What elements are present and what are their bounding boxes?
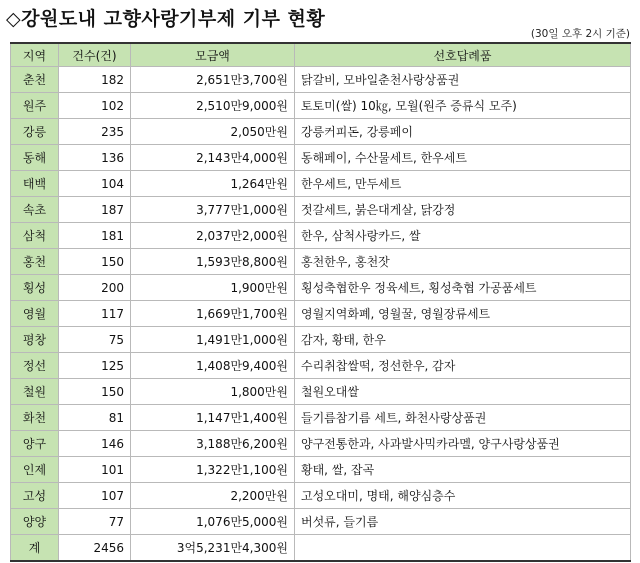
gift-cell: 한우, 삼척사랑카드, 쌀 xyxy=(295,223,631,249)
timestamp-note: (30일 오후 2시 기준) xyxy=(530,28,630,40)
count-cell: 187 xyxy=(59,197,131,223)
table-row xyxy=(11,379,631,405)
region-cell: 영월 xyxy=(11,301,59,327)
amount-cell: 3,188만6,200원 xyxy=(131,431,295,457)
gift-cell: 수리취찹쌀떡, 정선한우, 감자 xyxy=(295,353,631,379)
table-body xyxy=(11,67,631,562)
region-cell: 양양 xyxy=(11,509,59,535)
region-cell: 고성 xyxy=(11,483,59,509)
region-cell: 춘천 xyxy=(11,67,59,93)
region-cell: 평창 xyxy=(11,327,59,353)
gift-cell: 버섯류, 들기름 xyxy=(295,509,631,535)
table-row xyxy=(11,509,631,535)
amount-cell: 1,900만원 xyxy=(131,275,295,301)
table-row xyxy=(11,171,631,197)
region-cell: 계 xyxy=(11,535,59,562)
amount-cell: 3,777만1,000원 xyxy=(131,197,295,223)
column-header-region: 지역 xyxy=(11,43,59,67)
count-cell: 150 xyxy=(59,379,131,405)
table-row xyxy=(11,249,631,275)
donation-table xyxy=(10,42,631,562)
gift-cell: 황태, 쌀, 잡곡 xyxy=(295,457,631,483)
count-cell: 150 xyxy=(59,249,131,275)
count-cell: 75 xyxy=(59,327,131,353)
gift-cell: 젓갈세트, 붉은대게살, 닭강정 xyxy=(295,197,631,223)
count-cell: 102 xyxy=(59,93,131,119)
region-cell: 정선 xyxy=(11,353,59,379)
count-cell: 181 xyxy=(59,223,131,249)
gift-cell: 양구전통한과, 사과발사믹카라멜, 양구사랑상품권 xyxy=(295,431,631,457)
table-row xyxy=(11,327,631,353)
amount-cell: 1,076만5,000원 xyxy=(131,509,295,535)
amount-cell: 3억5,231만4,300원 xyxy=(131,535,295,562)
count-cell: 107 xyxy=(59,483,131,509)
amount-cell: 2,037만2,000원 xyxy=(131,223,295,249)
gift-cell: 고성오대미, 명태, 해양심층수 xyxy=(295,483,631,509)
amount-cell: 1,147만1,400원 xyxy=(131,405,295,431)
table-row xyxy=(11,275,631,301)
count-cell: 235 xyxy=(59,119,131,145)
gift-cell: 들기름참기름 세트, 화천사랑상품권 xyxy=(295,405,631,431)
table-row xyxy=(11,457,631,483)
table-row xyxy=(11,431,631,457)
count-cell: 81 xyxy=(59,405,131,431)
gift-cell: 홍천한우, 홍천잣 xyxy=(295,249,631,275)
amount-cell: 1,593만8,800원 xyxy=(131,249,295,275)
count-cell: 146 xyxy=(59,431,131,457)
gift-cell: 감자, 황태, 한우 xyxy=(295,327,631,353)
region-cell: 원주 xyxy=(11,93,59,119)
table-row xyxy=(11,67,631,93)
region-cell: 화천 xyxy=(11,405,59,431)
table-row xyxy=(11,353,631,379)
table-row xyxy=(11,197,631,223)
amount-cell: 2,050만원 xyxy=(131,119,295,145)
gift-cell: 닭갈비, 모바일춘천사랑상품권 xyxy=(295,67,631,93)
amount-cell: 2,510만9,000원 xyxy=(131,93,295,119)
gift-cell: 강릉커피돈, 강릉페이 xyxy=(295,119,631,145)
column-header-amount: 모금액 xyxy=(131,43,295,67)
region-cell: 동해 xyxy=(11,145,59,171)
table-row xyxy=(11,93,631,119)
table-row xyxy=(11,119,631,145)
amount-cell: 1,669만1,700원 xyxy=(131,301,295,327)
amount-cell: 1,322만1,100원 xyxy=(131,457,295,483)
region-cell: 철원 xyxy=(11,379,59,405)
region-cell: 삼척 xyxy=(11,223,59,249)
table-row xyxy=(11,483,631,509)
region-cell: 인제 xyxy=(11,457,59,483)
region-cell: 횡성 xyxy=(11,275,59,301)
count-cell: 117 xyxy=(59,301,131,327)
count-cell: 101 xyxy=(59,457,131,483)
gift-cell: 동해페이, 수산물세트, 한우세트 xyxy=(295,145,631,171)
table-row xyxy=(11,223,631,249)
gift-cell xyxy=(295,535,631,562)
count-cell: 125 xyxy=(59,353,131,379)
table-row xyxy=(11,145,631,171)
amount-cell: 2,200만원 xyxy=(131,483,295,509)
page-title: ◇강원도내 고향사랑기부제 기부 현황 xyxy=(6,8,326,30)
gift-cell: 철원오대쌀 xyxy=(295,379,631,405)
gift-cell: 영월지역화폐, 영월꿀, 영월장류세트 xyxy=(295,301,631,327)
amount-cell: 2,651만3,700원 xyxy=(131,67,295,93)
gift-cell: 토토미(쌀) 10㎏, 모월(원주 증류식 모주) xyxy=(295,93,631,119)
amount-cell: 2,143만4,000원 xyxy=(131,145,295,171)
region-cell: 강릉 xyxy=(11,119,59,145)
gift-cell: 횡성축협한우 정육세트, 횡성축협 가공품세트 xyxy=(295,275,631,301)
count-cell: 77 xyxy=(59,509,131,535)
column-header-gift: 선호답례품 xyxy=(295,43,631,67)
amount-cell: 1,800만원 xyxy=(131,379,295,405)
table-row xyxy=(11,301,631,327)
count-cell: 2456 xyxy=(59,535,131,562)
region-cell: 태백 xyxy=(11,171,59,197)
column-header-count: 건수(건) xyxy=(59,43,131,67)
table-row xyxy=(11,535,631,562)
region-cell: 속초 xyxy=(11,197,59,223)
amount-cell: 1,264만원 xyxy=(131,171,295,197)
table-row xyxy=(11,405,631,431)
count-cell: 136 xyxy=(59,145,131,171)
amount-cell: 1,491만1,000원 xyxy=(131,327,295,353)
gift-cell: 한우세트, 만두세트 xyxy=(295,171,631,197)
count-cell: 182 xyxy=(59,67,131,93)
table-header-row xyxy=(11,43,631,67)
region-cell: 양구 xyxy=(11,431,59,457)
count-cell: 200 xyxy=(59,275,131,301)
region-cell: 홍천 xyxy=(11,249,59,275)
amount-cell: 1,408만9,400원 xyxy=(131,353,295,379)
count-cell: 104 xyxy=(59,171,131,197)
